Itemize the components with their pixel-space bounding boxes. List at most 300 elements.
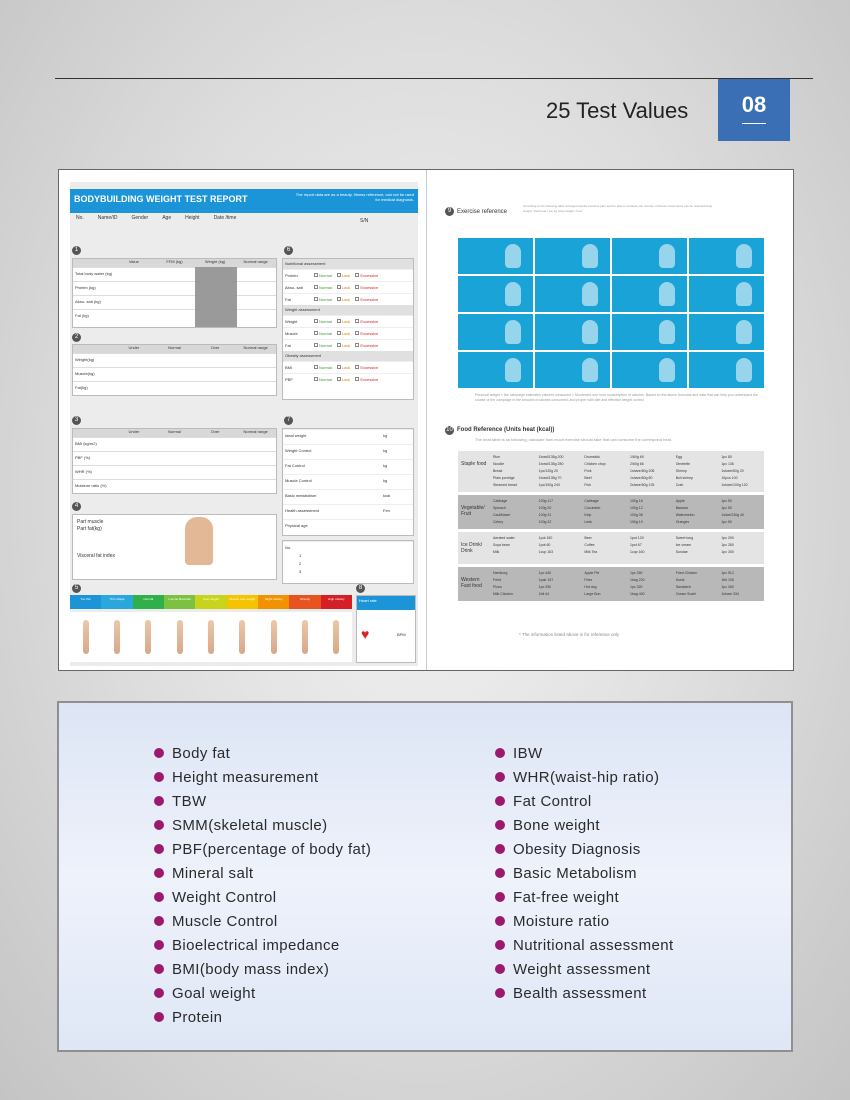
- assessment-option: Excessive: [360, 319, 379, 324]
- bullet-icon: [154, 772, 164, 782]
- assessment-option: Excessive: [360, 331, 379, 336]
- report-header: [70, 189, 418, 213]
- checkbox-icon: [337, 285, 341, 289]
- food-cell: 1pc 440 1pair 157 1pc 250 1bit 44: [538, 571, 554, 596]
- assessment-option: Lack: [341, 285, 351, 290]
- control-row-label: Muscle Control: [285, 478, 312, 483]
- table-row: Fat(kg): [73, 381, 276, 395]
- bullet-icon: [495, 892, 505, 902]
- exercise-illustration: [689, 352, 764, 388]
- assessment-option: Normal: [319, 297, 332, 302]
- checkbox-icon: [314, 297, 318, 301]
- bullet-icon: [154, 748, 164, 758]
- table-header-cell: Value: [128, 259, 139, 264]
- report-disclaimer: The report data are as a beauty, fitness reference, can not be used for medical diagnosis.: [295, 192, 414, 202]
- report-column-label: Name/ID: [97, 215, 118, 221]
- assessment-row: [283, 269, 413, 281]
- table-header-cell: Normal range: [243, 345, 268, 350]
- control-row-unit: [383, 523, 411, 531]
- checkbox-icon: [314, 377, 318, 381]
- history-panel: [282, 540, 414, 584]
- exercise-illustration: [458, 276, 533, 312]
- section-6-badge: 6: [284, 246, 293, 255]
- body-type-segment: Low fat Muscular: [164, 595, 195, 609]
- test-value-label: Bioelectrical impedance: [172, 936, 340, 954]
- food-cell: 100g 16 100g 12 100g 36 100g 19: [630, 499, 643, 524]
- control-row-label: Basic metabolism: [285, 493, 317, 498]
- exercise-illustration: [535, 238, 610, 274]
- test-value-label: BMI(body mass index): [172, 960, 330, 978]
- assessment-option: Excessive: [360, 377, 379, 382]
- test-value-item: [154, 837, 371, 861]
- food-cell: Drumstick Chicken chop Pork Beef Fish: [584, 455, 606, 487]
- food-cell: Aerated water Soya bean Milk: [493, 536, 515, 554]
- food-row: [458, 532, 764, 564]
- body-type-color-bar: [70, 595, 352, 609]
- table-row: Weight(kg): [73, 353, 276, 367]
- test-value-label: Weight assessment: [513, 960, 651, 978]
- assessment-option: Lack: [341, 273, 351, 278]
- report-column-label: Date /time: [213, 215, 237, 221]
- food-columns: [490, 532, 764, 564]
- page-title: 25 Test Values: [546, 98, 689, 123]
- control-row-label: Weight Control: [285, 448, 312, 453]
- food-columns: [490, 567, 764, 601]
- exercise-illustration: [535, 276, 610, 312]
- checkbox-icon: [355, 365, 359, 369]
- person-figure-icon: [271, 620, 277, 654]
- body-type-segment: Normal: [133, 595, 164, 609]
- obesity-title: Obesity assessment: [283, 351, 413, 361]
- bullet-icon: [154, 988, 164, 998]
- test-value-item: [154, 933, 371, 957]
- person-figure-icon: [302, 620, 308, 654]
- exercise-illustration: [612, 314, 687, 350]
- checkbox-icon: [337, 343, 341, 347]
- bullet-icon: [154, 868, 164, 878]
- control-row-unit: kg: [383, 463, 388, 468]
- section-5-badge: 5: [72, 584, 81, 593]
- table-header-cell: Normal: [168, 345, 181, 350]
- person-figure-icon: [208, 620, 214, 654]
- section-3-badge: 3: [72, 416, 81, 425]
- checkbox-icon: [337, 273, 341, 277]
- food-cell: 1pc 290 1pc 280 1pc 300: [721, 536, 734, 554]
- body-type-segment: Obesity: [289, 595, 320, 609]
- exercise-title: Exercise reference: [457, 209, 508, 215]
- table-header-cell: Normal range: [243, 259, 268, 264]
- table-row: Fat (kg): [73, 309, 276, 323]
- food-columns: [490, 451, 764, 492]
- test-values-list-right: [495, 741, 674, 1005]
- food-reference-footer: * The information listed above is for reference only: [519, 632, 620, 637]
- table-body-composition: [72, 258, 277, 328]
- test-value-label: Basic Metabolism: [513, 864, 637, 882]
- bullet-icon: [154, 1012, 164, 1022]
- test-value-item: [154, 741, 371, 765]
- page-number-badge: 08: [718, 79, 790, 141]
- control-row: [283, 459, 413, 474]
- assessment-row: [283, 315, 413, 327]
- table-obesity-indices: [72, 428, 277, 494]
- segment-figure: [72, 514, 277, 580]
- checkbox-icon: [314, 331, 318, 335]
- food-cell: Fried Chicken Sushi Sandwich Cream Sushi: [675, 571, 698, 596]
- bullet-icon: [495, 844, 505, 854]
- food-cell: Egg Omelette Shrimp Boil shrimp Crab: [675, 455, 693, 487]
- food-cell: 1/60g 69 2/60g 66 1share/60g 208 1share/60g 80 2share/60g 125: [630, 455, 655, 487]
- body-figure: [185, 517, 213, 565]
- test-value-label: Weight Control: [172, 888, 277, 906]
- food-cell: Sweet tong Ice cream Sundae: [675, 536, 694, 554]
- nutrition-title: Nutritional assessment: [283, 259, 413, 269]
- test-values-list-left: [154, 741, 371, 1029]
- bullet-icon: [154, 940, 164, 950]
- test-value-label: Moisture ratio: [513, 912, 610, 930]
- table-row: PBF (%): [73, 451, 276, 465]
- report-column-label: Age: [162, 215, 172, 221]
- assessment-option: Lack: [341, 365, 351, 370]
- test-value-label: Bone weight: [513, 816, 600, 834]
- assessment-row-label: Protein: [285, 273, 298, 278]
- assessment-row-label: Fat: [285, 343, 291, 348]
- food-cell: 100g 117 100g 20 100g 31 100g 22: [538, 499, 554, 524]
- assessment-option: Lack: [341, 331, 351, 336]
- assessment-option: Excessive: [360, 343, 379, 348]
- assessment-option: Lack: [341, 377, 351, 382]
- assessment-row: [283, 281, 413, 293]
- checkbox-icon: [314, 285, 318, 289]
- table-header-cell: [73, 345, 114, 353]
- test-value-label: WHR(waist-hip ratio): [513, 768, 660, 786]
- assessment-option: Lack: [341, 343, 351, 348]
- table-header-cell: Normal: [168, 429, 181, 434]
- person-figure-icon: [145, 620, 151, 654]
- test-value-item: [154, 957, 371, 981]
- part-muscle-label: Part muscle: [77, 519, 104, 525]
- test-value-item: [154, 765, 371, 789]
- exercise-illustration: [458, 352, 533, 388]
- test-value-item: [495, 885, 674, 909]
- exercise-illustration: [535, 314, 610, 350]
- bullet-icon: [495, 796, 505, 806]
- assessment-row-label: Abso- salt: [285, 285, 303, 290]
- bullet-icon: [154, 844, 164, 854]
- food-cell: Cabbage Spinach Cauliflower Celery: [493, 499, 511, 524]
- control-row-label: Ideal weight: [285, 433, 307, 438]
- history-row: 1: [299, 553, 302, 558]
- person-figure-icon: [114, 620, 120, 654]
- control-row-label: Fat Control: [285, 463, 305, 468]
- assessment-row: [283, 361, 413, 373]
- person-figure-icon: [239, 620, 245, 654]
- exercise-illustration: [458, 238, 533, 274]
- test-value-label: Bealth assessment: [513, 984, 647, 1002]
- checkbox-icon: [355, 331, 359, 335]
- exercise-illustration: [458, 314, 533, 350]
- table-header-cell: [73, 259, 114, 267]
- checkbox-icon: [355, 377, 359, 381]
- test-value-item: [154, 1005, 371, 1029]
- table-row: Protein (kg): [73, 281, 276, 295]
- checkbox-icon: [314, 365, 318, 369]
- test-value-label: IBW: [513, 744, 543, 762]
- control-row: [283, 519, 413, 534]
- assessment-option: Lack: [341, 319, 351, 324]
- assessment-option: Excessive: [360, 273, 379, 278]
- test-value-item: [154, 813, 371, 837]
- food-cell: 1pc 80 1pc 136 1share/60g 20 10pcs 100 1share/100g 120: [721, 455, 748, 487]
- checkbox-icon: [355, 273, 359, 277]
- test-value-item: [154, 789, 371, 813]
- report-columns: [76, 215, 326, 221]
- exercise-illustration: [612, 276, 687, 312]
- table-row: Muscle(kg): [73, 367, 276, 381]
- bullet-icon: [154, 892, 164, 902]
- food-cell: Apple Banana Watermelon Oranges: [675, 499, 695, 524]
- table-row: WHR (%): [73, 465, 276, 479]
- bullet-icon: [495, 868, 505, 878]
- test-value-item: [154, 861, 371, 885]
- report-column-label: No.: [76, 215, 84, 221]
- bullet-icon: [495, 748, 505, 758]
- table-header-cell: Under: [128, 429, 140, 434]
- table-header-cell: FFM (kg): [166, 259, 183, 264]
- section-10-badge: 10: [446, 427, 453, 433]
- table-header-cell: Under: [128, 345, 140, 350]
- test-value-label: Nutritional assessment: [513, 936, 674, 954]
- food-row: [458, 567, 764, 601]
- report-left-page: [70, 182, 418, 666]
- test-value-item: [495, 789, 674, 813]
- body-type-segment: Too thin: [70, 595, 101, 609]
- table-header-cell: Over: [210, 345, 220, 350]
- test-value-item: [495, 909, 674, 933]
- food-category: Ice Drink/ Drink: [461, 542, 483, 554]
- table-header: [73, 259, 276, 267]
- test-value-label: SMM(skeletal muscle): [172, 816, 328, 834]
- bullet-icon: [154, 964, 164, 974]
- bullet-icon: [154, 916, 164, 926]
- bullet-icon: [495, 772, 505, 782]
- section-9-badge: 9: [445, 207, 454, 216]
- control-row: [283, 444, 413, 459]
- control-row: [283, 474, 413, 489]
- test-value-label: Body fat: [172, 744, 231, 762]
- history-label: No.: [283, 541, 413, 553]
- page-divider: [426, 170, 427, 670]
- section-7-badge: 7: [284, 416, 293, 425]
- assessment-option: Normal: [319, 331, 332, 336]
- table-header-cell: Weight (kg): [204, 259, 226, 264]
- assessment-row-label: Fat: [285, 297, 291, 302]
- bullet-icon: [495, 916, 505, 926]
- checkbox-icon: [314, 319, 318, 323]
- food-category: Staple food: [461, 461, 487, 467]
- heart-rate-box: [356, 595, 416, 663]
- bullet-icon: [154, 796, 164, 806]
- table-row: Moisture ratio (%): [73, 479, 276, 493]
- food-cell: Beer Coffee Milk Tea: [584, 536, 598, 554]
- test-value-item: [495, 813, 674, 837]
- checkbox-icon: [337, 319, 341, 323]
- weight-column: [195, 267, 237, 327]
- assessment-option: Normal: [319, 285, 332, 290]
- assessment-option: Excessive: [360, 365, 379, 370]
- food-columns: [490, 495, 764, 529]
- test-value-label: Protein: [172, 1008, 223, 1026]
- report-right-page: [429, 170, 793, 670]
- food-cell: 1pot 120 1pot 67 1cup 160: [630, 536, 645, 554]
- assessment-row: [283, 293, 413, 305]
- table-row: Total body water (kg): [73, 267, 276, 281]
- table-row: Abso- salt (kg): [73, 295, 276, 309]
- food-cell: Hamburg Fried Pizza Milk Chicken: [493, 571, 513, 596]
- food-category: Vegetable/ Fruit: [461, 505, 485, 517]
- assessment-row: [283, 339, 413, 351]
- assessment-row-label: PBF: [285, 377, 293, 382]
- assessment-option: Normal: [319, 377, 332, 382]
- part-fat-label: Part fat(kg): [77, 526, 102, 532]
- body-type-segment: Thin shape: [101, 595, 132, 609]
- food-category: Western Fast food: [461, 577, 482, 589]
- bullet-icon: [154, 820, 164, 830]
- checkbox-icon: [337, 365, 341, 369]
- food-cell: Cabbage Cucumber Kelp Leek: [584, 499, 601, 524]
- weight-assessment-title: Weight assessment: [283, 305, 413, 315]
- history-row: 2: [299, 561, 302, 566]
- assessment-row-label: Weight: [285, 319, 298, 324]
- test-value-item: [154, 885, 371, 909]
- test-value-item: [154, 981, 371, 1005]
- person-figure-icon: [83, 620, 89, 654]
- food-cell: 1pot 150 1pot 60 1cup 163: [538, 536, 554, 554]
- checkbox-icon: [337, 377, 341, 381]
- table-header: [73, 345, 276, 353]
- body-type-figures: [70, 612, 352, 662]
- exercise-illustration: [612, 352, 687, 388]
- test-value-label: Mineral salt: [172, 864, 254, 882]
- exercise-illustration: [535, 352, 610, 388]
- control-panel: [282, 428, 414, 536]
- bullet-icon: [495, 988, 505, 998]
- test-value-item: [495, 933, 674, 957]
- body-type-segment: Muscle over weight: [227, 595, 258, 609]
- checkbox-icon: [355, 285, 359, 289]
- assessment-row: [283, 373, 413, 385]
- assessment-option: Normal: [319, 319, 332, 324]
- test-value-label: PBF(percentage of body fat): [172, 840, 372, 858]
- test-value-label: Fat Control: [513, 792, 592, 810]
- checkbox-icon: [355, 343, 359, 347]
- table-header-cell: [73, 429, 114, 437]
- exercise-note: Personal weight × the campaign estimates calories consumed × Movement one hour consumption of calories. Based on the above formulas and data that can help you understand the course of the campaign in the amount of calories consumed, and proper with diet and effective weight control.: [475, 393, 758, 402]
- food-row: [458, 495, 764, 529]
- top-rule: [55, 78, 813, 79]
- control-row-unit: kg: [383, 478, 388, 483]
- assessment-row-label: Muscle: [285, 331, 298, 336]
- heart-rate-label: Heart rate: [357, 596, 415, 610]
- test-value-item: [495, 837, 674, 861]
- assessment-row: [283, 327, 413, 339]
- control-row-unit: Fen: [383, 508, 390, 513]
- control-row-unit: kcal: [383, 493, 391, 498]
- section-2-badge: 2: [72, 333, 81, 342]
- exercise-illustration: [689, 238, 764, 274]
- test-value-item: [495, 957, 674, 981]
- control-row: [283, 489, 413, 504]
- heart-icon: ♥: [361, 626, 370, 642]
- food-cell: 1bowl/135g 200 1bowl/135g 280 1pc/120g 20 1bowl/135g 70 1pc/100g 240: [538, 455, 564, 487]
- test-value-item: [495, 981, 674, 1005]
- control-row-label: Health assessment: [285, 508, 320, 513]
- exercise-illustration: [612, 238, 687, 274]
- person-figure-icon: [333, 620, 339, 654]
- control-row-unit: kg: [383, 448, 388, 453]
- food-reference-table: [458, 451, 764, 604]
- test-value-item: [495, 765, 674, 789]
- report-column-label: Height: [185, 215, 200, 221]
- table-weight-muscle-fat: [72, 344, 277, 396]
- body-type-segment: Slight obesity: [258, 595, 289, 609]
- report-column-label: Gender: [131, 215, 149, 221]
- section-1-badge: 1: [72, 246, 81, 255]
- exercise-illustration: [689, 276, 764, 312]
- table-header: [73, 429, 276, 437]
- test-value-label: Muscle Control: [172, 912, 278, 930]
- food-cell: Rice Noodle Bread Plain porridge Steamed bread: [493, 455, 517, 487]
- checkbox-icon: [337, 331, 341, 335]
- checkbox-icon: [355, 297, 359, 301]
- report-preview: [58, 169, 794, 671]
- test-value-label: Fat-free weight: [513, 888, 620, 906]
- exercise-text: According to the following table arranged weekly exercise plan and be able to enhance the number of fitness movements can be reduced body weight. Total heat / per kg body weight / hour: [523, 204, 713, 213]
- control-row-unit: kg: [383, 433, 388, 438]
- report-sn: S/N: [360, 218, 369, 224]
- person-figure-icon: [177, 620, 183, 654]
- test-value-label: Goal weight: [172, 984, 256, 1002]
- test-value-label: Height measurement: [172, 768, 319, 786]
- assessment-option: Lack: [341, 297, 351, 302]
- control-row: [283, 429, 413, 444]
- body-type-segment: High obesity: [321, 595, 352, 609]
- bullet-icon: [495, 940, 505, 950]
- assessment-option: Normal: [319, 273, 332, 278]
- assessment-option: Excessive: [360, 285, 379, 290]
- test-value-label: Obesity Diagnosis: [513, 840, 641, 858]
- table-row: BMI (kg/m2): [73, 437, 276, 451]
- visceral-fat-label: Visceral fat index: [77, 553, 115, 559]
- food-row: [458, 451, 764, 492]
- checkbox-icon: [337, 297, 341, 301]
- food-cell: 1pc 260 1bag 220 1pc 320 1bag 400: [630, 571, 645, 596]
- table-header-cell: Over: [210, 429, 220, 434]
- assessment-option: Normal: [319, 343, 332, 348]
- control-row: [283, 504, 413, 519]
- food-cell: 1pc 50 1pc 50 1slice/240g 40 1pc 50: [721, 499, 744, 524]
- assessment-option: Excessive: [360, 297, 379, 302]
- exercise-illustration: [689, 314, 764, 350]
- test-value-item: [495, 861, 674, 885]
- bullet-icon: [495, 964, 505, 974]
- report-title: BODYBUILDING WEIGHT TEST REPORT: [74, 194, 248, 204]
- exercise-grid: [458, 238, 764, 388]
- checkbox-icon: [314, 343, 318, 347]
- food-reference-subtitle: The heat table is as following, calculate how much exercise should take that can consume the correspond heat.: [475, 437, 673, 442]
- section-8-badge: 8: [356, 584, 365, 593]
- test-value-item: [495, 741, 674, 765]
- food-reference-title: Food Reference (Units heat (kcal)): [457, 427, 555, 433]
